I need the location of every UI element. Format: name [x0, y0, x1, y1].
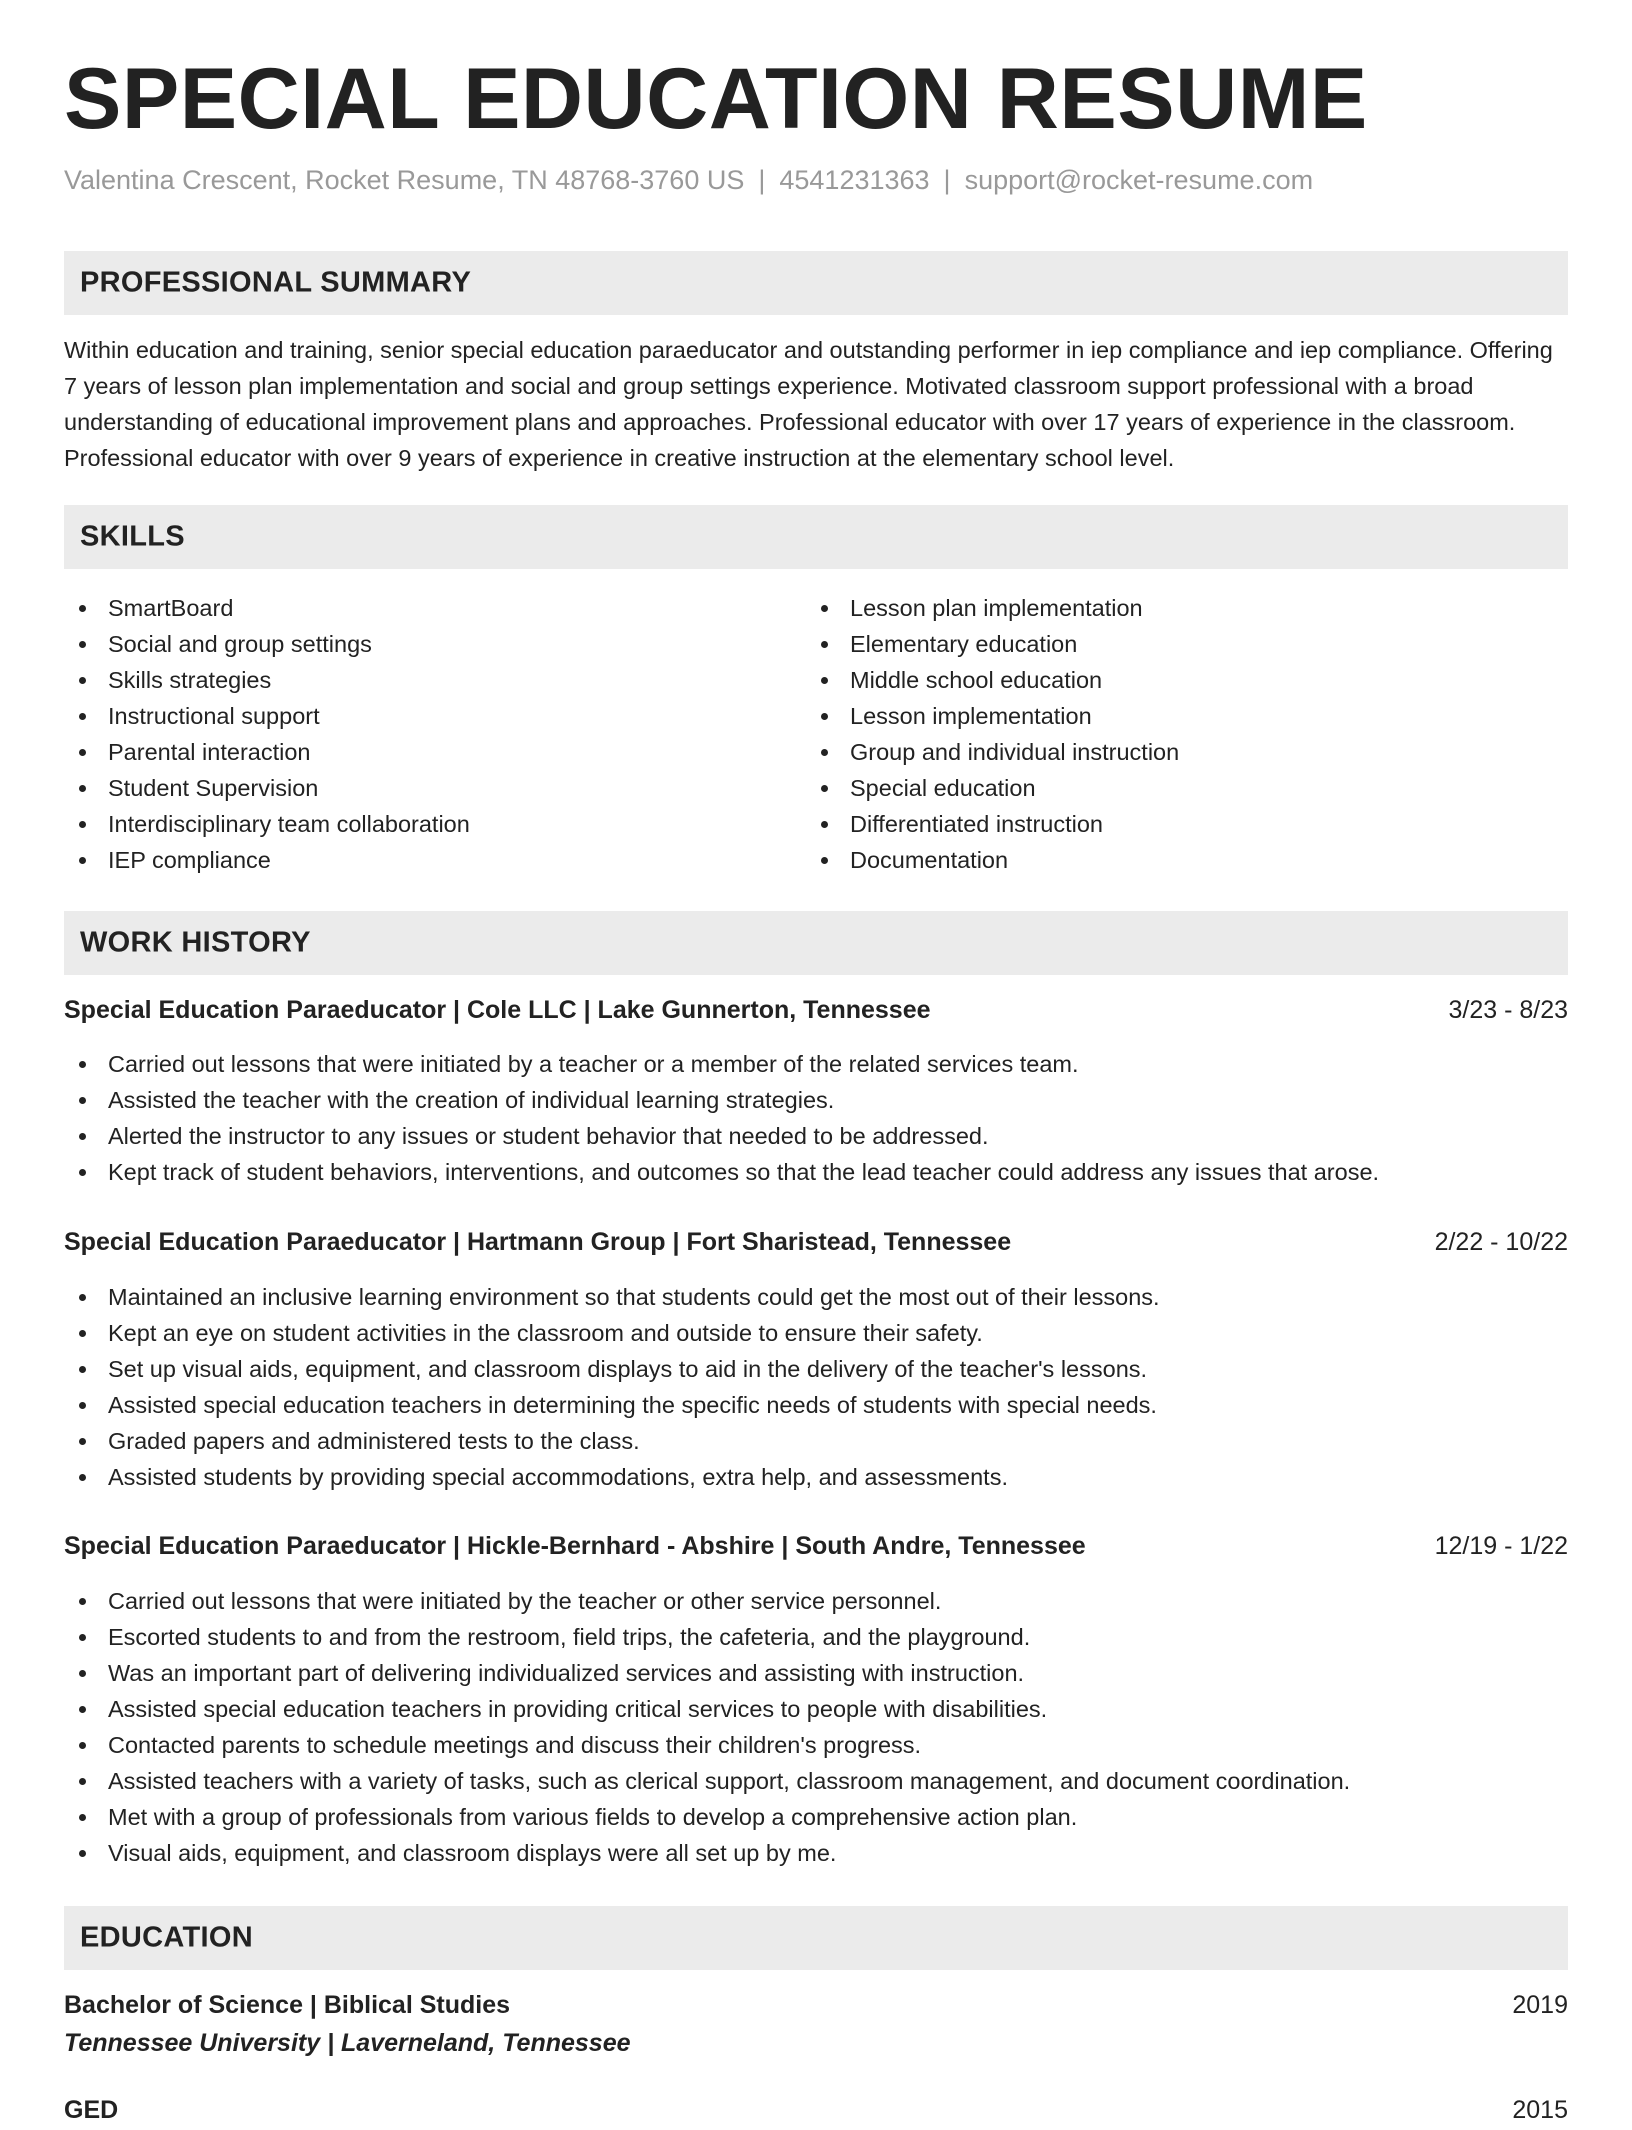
- contact-separator: |: [943, 165, 951, 195]
- job-duties-list: [64, 1046, 1568, 1190]
- section-heading: SKILLS: [80, 520, 185, 553]
- job-duty: Visual aids, equipment, and classroom displays were all set up by me.: [64, 1835, 1568, 1871]
- job-duty: Was an important part of delivering individualized services and assisting with instruction.: [64, 1655, 1568, 1691]
- job-duty: Contacted parents to schedule meetings and discuss their children's progress.: [64, 1727, 1568, 1763]
- resume-title: SPECIAL EDUCATION RESUME: [64, 51, 1368, 147]
- job-duty: Assisted the teacher with the creation of individual learning strategies.: [64, 1082, 1568, 1118]
- section-heading: PROFESSIONAL SUMMARY: [80, 266, 472, 299]
- education-year: 2019: [1512, 1991, 1568, 2019]
- skills-section-header: [64, 505, 1568, 569]
- education-section-header: [64, 1906, 1568, 1970]
- job-dates: 3/23 - 8/23: [1448, 996, 1568, 1024]
- skill-item: Instructional support: [64, 698, 470, 734]
- job-dates: 12/19 - 1/22: [1434, 1532, 1568, 1560]
- contact-separator: |: [758, 165, 766, 195]
- contact-line: [64, 165, 1313, 196]
- job-duty: Escorted students to and from the restroom, field trips, the cafeteria, and the playground.: [64, 1619, 1568, 1655]
- job-duty: Set up visual aids, equipment, and classroom displays to aid in the delivery of the teacher's lessons.: [64, 1351, 1568, 1387]
- education-degree: GED: [64, 2096, 119, 2124]
- contact-email[interactable]: support@rocket-resume.com: [964, 165, 1314, 195]
- skill-item: Documentation: [806, 842, 1179, 878]
- skills-list-left: [64, 590, 470, 878]
- skill-item: Lesson plan implementation: [806, 590, 1179, 626]
- summary-text: Within education and training, senior special education paraeducator and outstanding performer in iep compliance and iep compliance. Offering 7 years of lesson plan implementation and social and group settings experience. Motivated classroom support professional with a broad understanding of educational improvement plans and approaches. Professional educator with over 17 years of experience in the classroom. Professional educator with over 9 years of experience in creative instruction at the elementary school level.: [64, 337, 1553, 471]
- job-duty: Assisted students by providing special accommodations, extra help, and assessments.: [64, 1459, 1568, 1495]
- job-duty: Maintained an inclusive learning environment so that students could get the most out of their lessons.: [64, 1279, 1568, 1315]
- job-duty: Assisted special education teachers in determining the specific needs of students with special needs.: [64, 1387, 1568, 1423]
- skill-item: Skills strategies: [64, 662, 470, 698]
- skill-item: Student Supervision: [64, 770, 470, 806]
- skill-item: Elementary education: [806, 626, 1179, 662]
- skill-item: Parental interaction: [64, 734, 470, 770]
- skill-item: Group and individual instruction: [806, 734, 1179, 770]
- skill-item: Middle school education: [806, 662, 1179, 698]
- job-duty: Kept track of student behaviors, interventions, and outcomes so that the lead teacher could address any issues that arose.: [64, 1154, 1568, 1190]
- education-school: Tennessee University | Laverneland, Tennessee: [64, 2029, 631, 2057]
- job-duty: Carried out lessons that were initiated by a teacher or a member of the related services team.: [64, 1046, 1568, 1082]
- skill-item: IEP compliance: [64, 842, 470, 878]
- education-degree: Bachelor of Science | Biblical Studies: [64, 1991, 511, 2019]
- education-year: 2015: [1512, 2096, 1568, 2124]
- skills-list-right: [806, 590, 1179, 878]
- job-duty: Met with a group of professionals from various fields to develop a comprehensive action plan.: [64, 1799, 1568, 1835]
- job-duties-list: [64, 1279, 1568, 1495]
- job-duty: Graded papers and administered tests to the class.: [64, 1423, 1568, 1459]
- skill-item: SmartBoard: [64, 590, 470, 626]
- job-duties-list: [64, 1583, 1568, 1871]
- job-dates: 2/22 - 10/22: [1434, 1228, 1568, 1256]
- work-section-header: [64, 911, 1568, 975]
- job-title: Special Education Paraeducator | Hartmann Group | Fort Sharistead, Tennessee: [64, 1228, 1012, 1256]
- job-duty: Alerted the instructor to any issues or student behavior that needed to be addressed.: [64, 1118, 1568, 1154]
- skill-item: Special education: [806, 770, 1179, 806]
- job-title: Special Education Paraeducator | Cole LLC | Lake Gunnerton, Tennessee: [64, 996, 931, 1024]
- skill-item: Social and group settings: [64, 626, 470, 662]
- job-title: Special Education Paraeducator | Hickle-Bernhard - Abshire | South Andre, Tennessee: [64, 1532, 1086, 1560]
- job-header: [64, 1526, 1568, 1566]
- education-entry-header: [64, 1985, 1568, 2025]
- job-duty: Assisted teachers with a variety of tasks, such as clerical support, classroom management, and document coordination.: [64, 1763, 1568, 1799]
- skill-item: Interdisciplinary team collaboration: [64, 806, 470, 842]
- section-heading: WORK HISTORY: [80, 926, 311, 959]
- job-header: [64, 1222, 1568, 1262]
- section-heading: EDUCATION: [80, 1921, 253, 1954]
- job-duty: Carried out lessons that were initiated by the teacher or other service personnel.: [64, 1583, 1568, 1619]
- summary-section-header: [64, 251, 1568, 315]
- contact-phone: 4541231363: [779, 165, 930, 195]
- education-entry-header: [64, 2090, 1568, 2130]
- job-duty: Assisted special education teachers in providing critical services to people with disabilities.: [64, 1691, 1568, 1727]
- skill-item: Differentiated instruction: [806, 806, 1179, 842]
- skill-item: Lesson implementation: [806, 698, 1179, 734]
- job-duty: Kept an eye on student activities in the classroom and outside to ensure their safety.: [64, 1315, 1568, 1351]
- contact-address: Valentina Crescent, Rocket Resume, TN 48768-3760 US: [64, 165, 745, 195]
- job-header: [64, 990, 1568, 1030]
